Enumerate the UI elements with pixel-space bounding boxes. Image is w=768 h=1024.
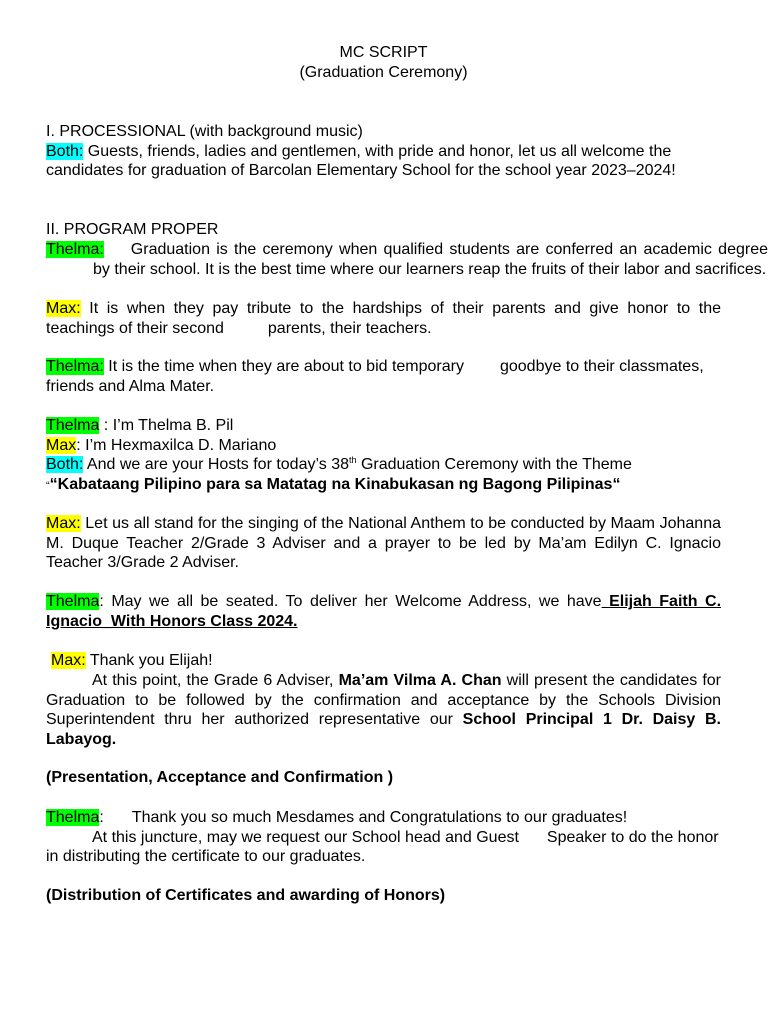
paragraph-national-anthem: Max: Let us all stand for the singing of the National Anthem to be conducted by Maam Johanna M. Duque Teacher 2/Grade 3 Adviser and a prayer to be led by Ma’am Edilyn C. Ignacio Teacher 3/Grade 2 Adviser. (46, 515, 721, 572)
paragraph-tribute: Max: It is when they pay tribute to the hardships of their parents and give honor to the teachings of their second parents, their teachers. (46, 300, 721, 337)
speaker-thelma: Thelma (46, 809, 100, 826)
speaker-thelma: Thelma: (46, 358, 104, 375)
speaker-max: Max (46, 436, 77, 454)
speaker-thelma: Thelma: (46, 241, 104, 258)
speaker-both: Both: (46, 456, 84, 474)
distribution-heading: (Distribution of Certificates and awarding of Honors) (46, 887, 446, 904)
presentation-acceptance-heading: (Presentation, Acceptance and Confirmation ) (46, 769, 394, 786)
principal-name: School Principal 1 Dr. Daisy B. Labayog. (46, 711, 721, 748)
speaker-thelma: Thelma (46, 593, 100, 610)
section-processional (46, 122, 721, 181)
paragraph-graduation-definition: Thelma: Graduation is the ceremony when qualified students are conferred an academic degree by their school. It is the best time where our learners reap the fruits of their labor and sacrifices. (46, 241, 768, 278)
host-introductions: Thelma : I’m Thelma B. Pil Max: I’m Hexmaxilca D. Mariano Both: And we are your Hosts for today’s 38th Graduation Ceremony with the Theme ““Kabataang Pilipino para sa Matatag na Kinabukasan ng Bagong Pilipinas“ (46, 417, 632, 493)
graduation-theme: “Kabataang Pilipino para sa Matatag na Kinabukasan ng Bagong Pilipinas“ (49, 475, 621, 493)
speaker-both: Both: (46, 142, 84, 160)
max-thanks-line: Max: Thank you Elijah! (51, 652, 213, 669)
paragraph-distribution-request: Thelma: Thank you so much Mesdames and Congratulations to our graduates! At this juncture, may we request our School head and Guest Speaker to do the honor in distributing the certificate to our graduates. (46, 809, 719, 866)
script-title: MC SCRIPT (Graduation Ceremony) (299, 44, 468, 81)
speaker-thelma: Thelma (46, 417, 100, 434)
program-proper-heading: II. PROGRAM PROPER (46, 221, 219, 238)
paragraph-welcome-address: Thelma: May we all be seated. To deliver her Welcome Address, we have Elijah Faith C. Ignacio_With Honors Class 2024. (46, 593, 722, 630)
processional-heading: I. PROCESSIONAL (with background music) (46, 123, 363, 140)
welcome-speaker-name: Elijah Faith C. Ignacio_With Honors Class 2024. (46, 593, 722, 630)
script-subtitle: (Graduation Ceremony) (299, 63, 468, 81)
speaker-max: Max: (51, 652, 86, 669)
paragraph-presentation-of-candidates: At this point, the Grade 6 Adviser, Ma’am Vilma A. Chan will present the candidates for Graduation to be followed by the confirmation and acceptance by the Schools Division Superintendent thru her authorized representative our School Principal 1 Dr. Daisy B. Labayog. (46, 672, 722, 748)
paragraph-goodbye: Thelma: It is the time when they are about to bid temporary goodbye to their classmates, friends and Alma Mater. (46, 358, 704, 395)
adviser-name: Ma’am Vilma A. Chan (338, 672, 502, 689)
speaker-max: Max: (46, 300, 81, 317)
speaker-max: Max: (46, 515, 81, 532)
processional-text: Guests, friends, ladies and gentlemen, with pride and honor, let us all welcome the candidates for graduation of Barcolan Elementary School for the school year 2023–2024! (46, 142, 676, 180)
